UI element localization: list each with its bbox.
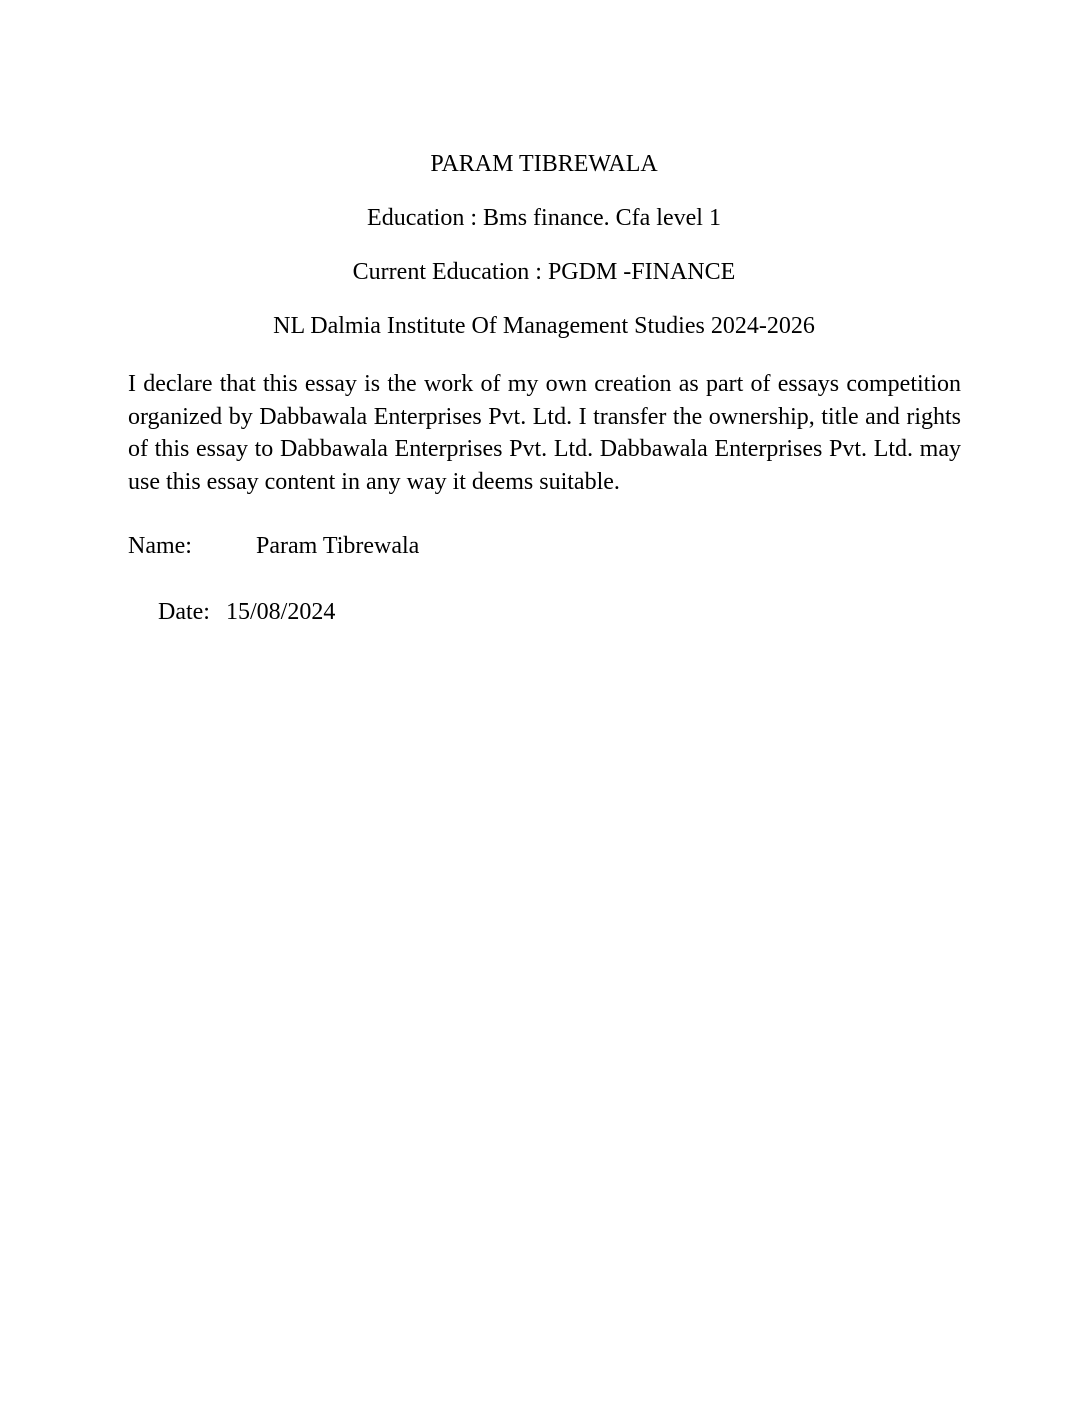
declaration-paragraph: I declare that this essay is the work of my own creation as part of essays competition organized by Dabbawala Enterprises Pvt. Ltd. I transfer the ownership, title and rights of this essay to Dabbawala Enterprises Pvt. Ltd. Dabbawala Enterprises Pvt. Ltd. may use this essay content in any way it deems suitable.	[128, 371, 961, 495]
institute-line: NL Dalmia Institute Of Management Studies 2024-2026	[273, 313, 815, 339]
name-label: Name:	[128, 533, 192, 559]
name-value: Param Tibrewala	[256, 533, 420, 559]
date-value: 15/08/2024	[226, 599, 336, 625]
date-label: Date:	[158, 599, 210, 625]
name-row	[0, 532, 1088, 560]
date-row	[0, 598, 1088, 626]
education-line: Education : Bms finance. Cfa level 1	[367, 205, 721, 231]
current-education-line: Current Education : PGDM -FINANCE	[352, 259, 736, 285]
author-heading: PARAM TIBREWALA	[430, 151, 658, 177]
